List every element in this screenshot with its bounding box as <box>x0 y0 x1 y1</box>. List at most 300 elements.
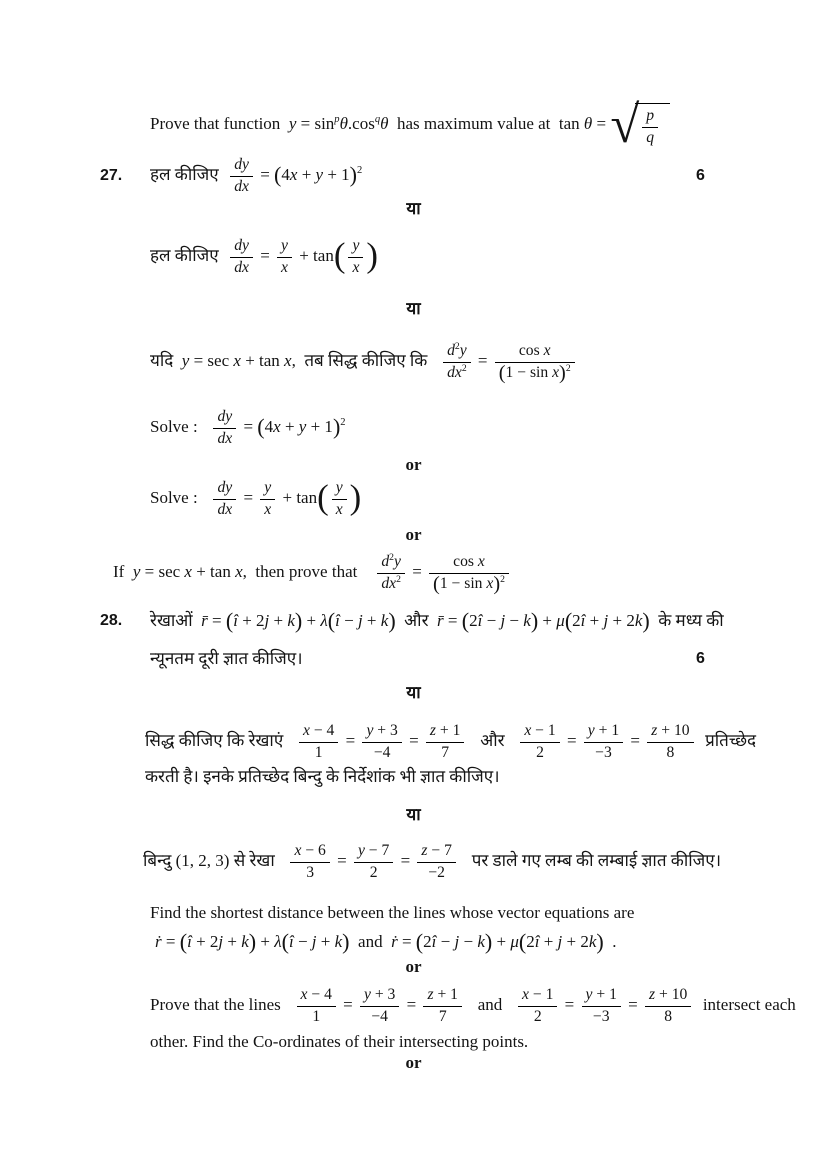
math-superscript: 2 <box>565 362 571 374</box>
q28-question-line2 <box>0 644 827 674</box>
fraction-denominator <box>277 258 292 277</box>
math-variable: p <box>646 107 655 125</box>
math-text: + <box>297 164 316 184</box>
math-text: = <box>443 611 462 631</box>
math-text: + 1 <box>592 986 617 1004</box>
math-text: के मध्य की <box>649 611 724 631</box>
math-variable: j <box>218 932 224 952</box>
fraction <box>360 986 399 1026</box>
math-variable: z <box>421 842 428 860</box>
fraction-numerator <box>362 722 401 742</box>
math-variable: z <box>429 722 437 740</box>
fraction-denominator <box>260 500 275 519</box>
math-text: − 4 <box>309 722 335 740</box>
or-separator-label: या <box>406 199 421 219</box>
math-text: + <box>280 416 299 436</box>
math-variable: dy <box>217 408 233 426</box>
math-text: = sin <box>296 113 335 133</box>
math-text: 1 − sin <box>505 363 553 381</box>
math-variable: x <box>486 574 494 592</box>
math-variable: î <box>477 611 483 631</box>
parenthesis: ( <box>498 361 506 384</box>
math-text: + tan <box>278 487 318 507</box>
math-text: + tan <box>191 561 236 581</box>
math-variable: y <box>585 986 593 1004</box>
or-separator-hindi <box>0 296 827 322</box>
fraction-numerator <box>520 722 559 742</box>
fraction-numerator <box>645 986 691 1006</box>
math-variable: μ <box>556 611 565 631</box>
math-variable: j <box>454 932 460 952</box>
math-variable: d <box>381 553 390 571</box>
math-text: + <box>269 611 288 631</box>
math-variable: z <box>651 722 658 740</box>
math-text: + <box>539 932 558 952</box>
parenthesis: ( <box>333 235 346 275</box>
math-text: 2 <box>469 611 478 631</box>
or-separator-english <box>0 524 827 546</box>
parenthesis: ( <box>518 929 527 955</box>
math-text: = sec <box>189 350 234 370</box>
math-variable: k <box>241 932 249 952</box>
fraction-denominator <box>348 258 363 277</box>
math-text: = <box>338 994 357 1014</box>
fraction <box>429 553 509 593</box>
math-variable: x <box>524 722 532 740</box>
math-variable: x <box>184 561 192 581</box>
parenthesis: ) <box>294 608 303 634</box>
fraction <box>354 842 393 882</box>
math-text: + <box>492 932 511 952</box>
parenthesis: ) <box>349 162 358 188</box>
fraction <box>426 722 465 762</box>
parenthesis: ( <box>257 414 265 440</box>
math-text: 2 <box>423 932 432 952</box>
math-text: 7 <box>441 743 450 761</box>
q28-text: न्यूनतम दूरी ज्ञात कीजिए। <box>150 649 303 669</box>
math-variable: y <box>298 416 307 436</box>
fraction-denominator <box>332 500 347 519</box>
math-variable: y <box>357 842 365 860</box>
q27-alt2-formula <box>150 342 578 382</box>
q28-english-alt-formula <box>150 986 796 1026</box>
math-text: 1 <box>312 1007 321 1025</box>
fraction-numerator <box>290 842 329 862</box>
fraction-numerator <box>423 986 462 1006</box>
q27-english-alt2-formula <box>113 553 512 593</box>
math-text: Solve : <box>150 416 211 436</box>
math-variable: θ <box>583 113 593 133</box>
math-variable: k <box>523 611 531 631</box>
fraction <box>213 408 236 448</box>
math-text: + <box>585 611 604 631</box>
math-text: और <box>467 730 518 750</box>
math-text: + 1 <box>436 722 461 740</box>
math-superscript: 2 <box>454 340 460 352</box>
or-separator-label: or <box>405 1053 422 1073</box>
math-text: .cos <box>347 113 375 133</box>
math-variable: y <box>366 722 374 740</box>
math-text: + <box>316 932 335 952</box>
or-separator-label: or <box>405 957 422 977</box>
math-text: −4 <box>371 1007 388 1025</box>
math-text: = sec <box>140 561 185 581</box>
math-variable: ṙ <box>155 932 162 952</box>
math-text: 4 <box>281 164 290 184</box>
math-text: + 3 <box>373 722 398 740</box>
fraction-numerator <box>518 986 557 1006</box>
math-variable: dy <box>234 156 249 174</box>
fraction <box>443 342 471 382</box>
math-text: = <box>207 611 226 631</box>
math-variable: x <box>281 258 288 276</box>
math-text: −2 <box>428 863 445 881</box>
math-variable: r̄ <box>201 611 208 631</box>
math-text: = <box>592 113 611 133</box>
parenthesis: ( <box>179 929 188 955</box>
fraction <box>260 479 275 519</box>
parenthesis: ( <box>564 608 573 634</box>
math-variable: î <box>288 932 294 952</box>
or-separator-label: या <box>406 683 421 703</box>
math-variable: x <box>264 500 272 518</box>
math-text: , तब सिद्ध कीजिए कि <box>291 350 441 370</box>
q27-english-alt2-line <box>0 544 827 602</box>
q27-english-line <box>0 402 827 454</box>
math-text: + 1 <box>306 416 333 436</box>
math-text: = <box>396 850 415 870</box>
math-text: रेखाओं <box>150 611 202 631</box>
fraction-numerator <box>495 342 575 362</box>
fraction-denominator <box>426 743 465 762</box>
math-variable: x <box>289 164 298 184</box>
fraction-numerator <box>443 342 471 362</box>
parenthesis: ( <box>274 162 282 188</box>
q28-alt1-line2 <box>0 762 827 792</box>
marks-badge: 6 <box>696 650 705 667</box>
math-text: + tan <box>294 245 334 265</box>
math-text: सिद्ध कीजिए कि रेखाएं <box>145 730 296 750</box>
q27-alt1-line <box>0 228 827 286</box>
math-superscript: 2 <box>396 573 401 585</box>
fraction <box>417 842 456 882</box>
math-superscript: 2 <box>357 165 363 177</box>
fraction-denominator <box>299 743 338 762</box>
q26-formula <box>150 95 670 154</box>
fraction-denominator <box>518 1007 557 1026</box>
or-separator-hindi <box>0 802 827 828</box>
math-text: − <box>293 932 312 952</box>
fraction-numerator <box>213 408 236 428</box>
parenthesis: ) <box>559 361 566 384</box>
q27-alt1-formula <box>150 237 378 277</box>
math-text: हल कीजिए <box>150 245 228 265</box>
math-variable: dy <box>217 479 233 497</box>
math-text: 1 − sin <box>439 574 487 592</box>
math-superscript: p <box>334 114 340 126</box>
math-variable: d <box>447 342 455 360</box>
math-text: + <box>256 932 275 952</box>
math-text: 1 <box>314 743 323 761</box>
math-text: 8 <box>666 743 675 761</box>
math-text: + 10 <box>655 986 688 1004</box>
math-text: + 1 <box>594 722 620 740</box>
math-superscript: 2 <box>461 362 467 374</box>
math-variable: x <box>273 416 281 436</box>
math-text: − 4 <box>307 986 332 1004</box>
math-text: − 6 <box>301 842 326 860</box>
math-text: = <box>397 932 416 952</box>
or-separator-label: या <box>406 805 421 825</box>
math-text: has maximum value at tan <box>388 113 584 133</box>
fraction <box>423 986 462 1026</box>
math-variable: j <box>557 932 563 952</box>
math-text: = <box>404 730 423 750</box>
math-text: + 2 <box>191 932 219 952</box>
math-variable: j <box>500 611 506 631</box>
math-text: 2 <box>526 932 535 952</box>
math-variable: y <box>364 986 371 1004</box>
math-text: + <box>362 611 381 631</box>
fraction <box>642 107 658 147</box>
math-text: 3 <box>306 863 315 881</box>
math-text: and <box>349 932 392 952</box>
math-text: Solve : <box>150 487 211 507</box>
math-text: = <box>402 994 421 1014</box>
math-text: cos <box>518 342 544 360</box>
math-variable: x <box>284 350 292 370</box>
or-separator-english <box>0 1052 827 1074</box>
math-variable: k <box>380 611 389 631</box>
fraction <box>297 986 336 1026</box>
math-variable: î <box>534 932 540 952</box>
math-text: cos <box>453 553 478 571</box>
math-variable: j <box>357 611 363 631</box>
math-text: = <box>473 350 492 370</box>
math-text: हल कीजिए <box>150 164 228 184</box>
parenthesis: ( <box>281 929 289 955</box>
math-text: + 1 <box>323 164 350 184</box>
math-variable: dx <box>234 258 249 276</box>
q28-question-line1 <box>0 600 827 642</box>
math-text: + <box>538 611 557 631</box>
parenthesis: ) <box>332 414 341 440</box>
parenthesis: ) <box>596 929 604 955</box>
fraction-numerator <box>426 722 465 742</box>
q28-english-vector-formula <box>155 929 617 955</box>
question-number: 27. <box>100 167 123 184</box>
parenthesis: ( <box>461 608 470 634</box>
math-variable: x <box>294 842 302 860</box>
or-separator-label: or <box>405 525 422 545</box>
parenthesis: ( <box>317 477 329 517</box>
math-text: = <box>341 730 360 750</box>
math-variable: k <box>334 932 343 952</box>
fraction <box>230 156 253 196</box>
math-text: यदि <box>150 350 182 370</box>
math-text: If <box>113 561 133 581</box>
math-variable: x <box>335 500 343 518</box>
math-text: = <box>255 164 275 184</box>
math-variable: j <box>603 611 609 631</box>
q28-alt2-formula <box>143 842 721 882</box>
parenthesis: ) <box>530 608 539 634</box>
fraction <box>332 479 347 519</box>
fraction-denominator <box>495 363 575 382</box>
fraction <box>584 722 623 762</box>
parenthesis: ( <box>327 608 336 634</box>
math-text: + 2 <box>608 611 635 631</box>
or-separator-hindi <box>0 680 827 706</box>
math-text: − <box>482 611 501 631</box>
fraction-numerator <box>230 237 253 257</box>
radical-sign: √ <box>610 95 640 154</box>
parenthesis: ) <box>349 477 362 517</box>
math-text: − 1 <box>531 722 556 740</box>
q28-alt1-text: करती है। इनके प्रतिच्छेद बिन्दु के निर्देशांक भी ज्ञात कीजिए। <box>145 767 500 787</box>
math-variable: θ <box>380 113 389 133</box>
math-text: + 1 <box>433 986 458 1004</box>
fraction-numerator <box>429 553 509 573</box>
math-variable: y <box>264 479 272 497</box>
q27-english-alt1-line <box>0 470 827 528</box>
parenthesis: ( <box>415 929 424 955</box>
math-variable: y <box>335 479 343 497</box>
math-text: 4 <box>264 416 274 436</box>
fraction-denominator <box>230 258 253 277</box>
math-text: − 1 <box>528 986 554 1004</box>
fraction-numerator <box>297 986 336 1006</box>
math-text: −3 <box>595 743 612 761</box>
math-variable: z <box>648 986 656 1004</box>
fraction-denominator <box>213 500 236 519</box>
math-text: पर डाले गए लम्ब की लम्बाई ज्ञात कीजिए। <box>458 850 722 870</box>
parenthesis: ) <box>366 235 378 275</box>
math-variable: y <box>315 164 324 184</box>
fraction <box>213 479 236 519</box>
fraction-denominator <box>647 743 693 762</box>
math-variable: x <box>300 986 308 1004</box>
marks-badge: 6 <box>696 167 705 184</box>
fraction-denominator <box>645 1007 691 1026</box>
math-variable: ṙ <box>391 932 398 952</box>
math-text: 2 <box>572 611 581 631</box>
or-separator-label: or <box>405 455 422 475</box>
math-text: = <box>623 994 642 1014</box>
fraction <box>290 842 329 882</box>
math-variable: dx <box>234 177 249 195</box>
math-variable: x <box>543 342 551 360</box>
math-text: + 2 <box>562 932 589 952</box>
math-text: − <box>505 611 524 631</box>
math-variable: x <box>302 722 310 740</box>
math-variable: q <box>646 128 655 146</box>
math-text: −4 <box>373 743 391 761</box>
or-separator-hindi <box>0 196 827 222</box>
math-text: − 7 <box>427 842 452 860</box>
math-text: + 10 <box>657 722 690 740</box>
q27-english-formula <box>150 408 346 448</box>
fraction <box>230 237 253 277</box>
math-variable: x <box>477 553 485 571</box>
math-variable: î <box>233 611 238 631</box>
math-variable: k <box>634 611 643 631</box>
math-text: = <box>562 730 581 750</box>
fraction-numerator <box>277 237 292 257</box>
fraction-numerator <box>230 156 253 176</box>
math-variable: î <box>335 611 340 631</box>
radicand <box>635 103 670 147</box>
fraction <box>299 722 338 762</box>
math-text: intersect each <box>694 994 796 1014</box>
q28-english-text: Find the shortest distance between the lines whose vector equations are <box>150 903 635 923</box>
math-variable: r̄ <box>437 611 444 631</box>
parenthesis: ) <box>642 608 650 634</box>
fraction <box>495 342 575 382</box>
fraction <box>377 553 405 593</box>
fraction-denominator <box>213 429 236 448</box>
math-variable: dx <box>217 429 233 447</box>
fraction-numerator <box>260 479 275 499</box>
math-variable: j <box>264 611 270 631</box>
fraction-numerator <box>642 107 658 127</box>
math-text: = <box>255 245 275 265</box>
fraction-denominator <box>230 177 253 196</box>
fraction <box>277 237 292 277</box>
math-text: − <box>339 611 358 631</box>
fraction-numerator <box>377 553 405 573</box>
fraction-denominator <box>443 363 471 382</box>
q27-formula <box>150 156 362 196</box>
math-text: + tan <box>240 350 285 370</box>
math-text: + <box>223 932 242 952</box>
math-text: − <box>459 932 478 952</box>
math-variable: dx <box>447 363 462 381</box>
fraction <box>645 986 691 1026</box>
fraction-numerator <box>360 986 399 1006</box>
fraction-numerator <box>582 986 621 1006</box>
parenthesis: ) <box>342 929 350 955</box>
fraction-denominator <box>362 743 401 762</box>
fraction-numerator <box>647 722 693 742</box>
fraction-denominator <box>423 1007 462 1026</box>
math-variable: î <box>187 932 192 952</box>
math-text: = <box>407 561 427 581</box>
math-variable: y <box>281 237 288 255</box>
math-superscript: 2 <box>340 417 346 429</box>
math-variable: y <box>587 722 595 740</box>
math-superscript: 2 <box>389 551 394 563</box>
math-variable: k <box>588 932 597 952</box>
fraction-denominator <box>582 1007 621 1026</box>
or-separator-english <box>0 956 827 978</box>
math-superscript: 2 <box>500 573 505 585</box>
math-variable: z <box>427 986 434 1004</box>
fraction <box>520 722 559 762</box>
math-text: and <box>465 994 516 1014</box>
fraction-denominator <box>417 863 456 882</box>
math-variable: x <box>522 986 529 1004</box>
math-text: = <box>560 994 579 1014</box>
math-variable: x <box>552 363 560 381</box>
math-text: = <box>332 850 351 870</box>
q27-alt2-line <box>0 332 827 392</box>
math-variable: x <box>235 561 243 581</box>
math-variable: y <box>394 553 401 571</box>
fraction <box>518 986 557 1026</box>
math-text: = <box>239 416 258 436</box>
math-variable: y <box>181 350 190 370</box>
